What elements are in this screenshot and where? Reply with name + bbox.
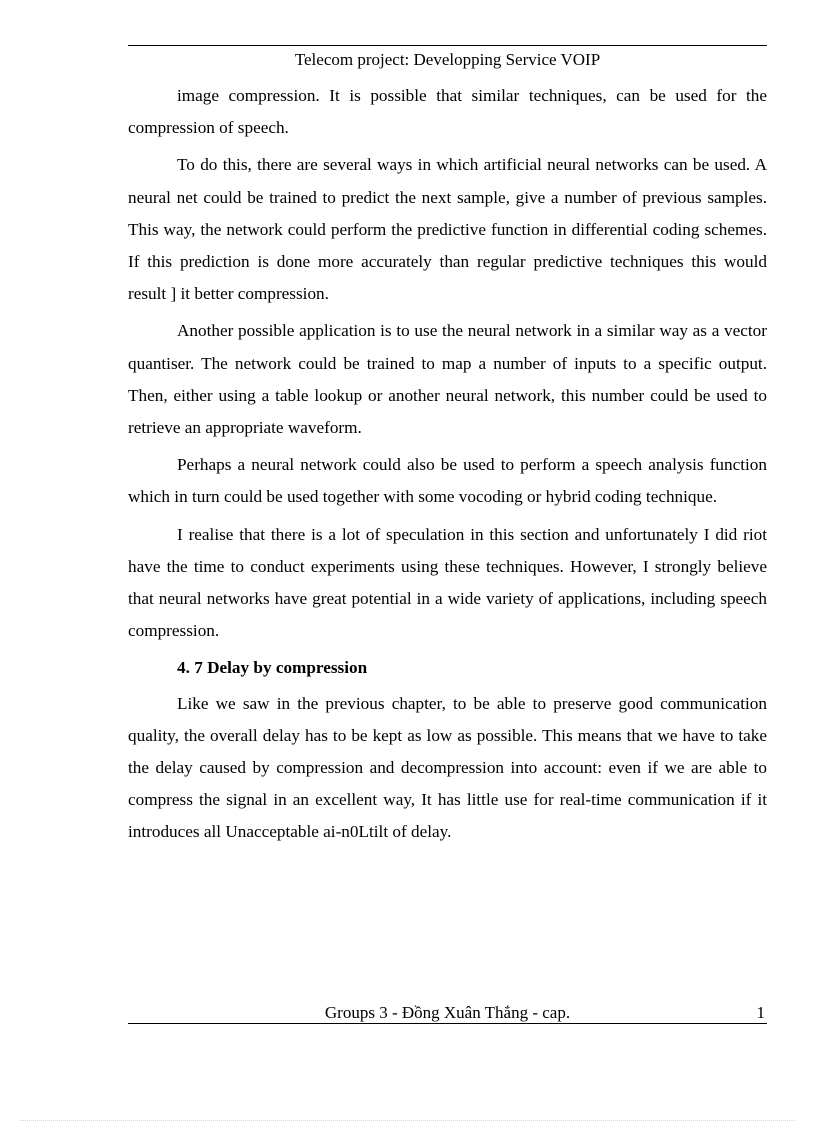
- header-rule: [128, 45, 767, 46]
- running-header: Telecom project: Developping Service VOIP: [294, 50, 601, 69]
- running-footer: [128, 1001, 767, 1025]
- page-body: [128, 80, 767, 854]
- section-title: Delay by compression: [207, 658, 368, 678]
- footer-rule: [128, 1023, 767, 1024]
- paragraph: Like we saw in the previous chapter, to be able to preserve good communication quality, the overall delay has to be kept as low as possible. This means that we have to take the delay caused by compression and decompression into account: even if we are able to compress the signal in an excellent way, It has little use for real-time communication if it introduces all Unacceptable ai-n0Ltilt of delay.: [128, 693, 767, 842]
- footer-text: Groups 3 - Đồng Xuân Thắng - cap.: [324, 1003, 571, 1022]
- page-edge-divider: [20, 1120, 796, 1121]
- paragraph: Perhaps a neural network could also be used to perform a speech analysis function which in turn could be used together with some vocoding or hybrid coding technique.: [128, 455, 767, 507]
- paragraph: To do this, there are several ways in which artificial neural networks can be used. A neural net could be trained to predict the next sample, give a number of previous samples. This way, the network could perform the predictive function in differential coding schemes. If this prediction is done more accurately than regular predictive techniques this would result ] it better compression.: [128, 155, 767, 304]
- section-number: 4. 7: [177, 658, 203, 678]
- page-number: 1: [756, 1003, 765, 1022]
- section-heading: [128, 652, 767, 684]
- paragraph: I realise that there is a lot of speculation in this section and unfortunately I did riot have the time to conduct experiments using these techniques. However, I strongly believe that neural networks have great potential in a wide variety of applications, including speech compression.: [128, 524, 767, 641]
- paragraph: Another possible application is to use the neural network in a similar way as a vector quantiser. The network could be trained to map a number of inputs to a specific output. Then, either using a table lookup or another neural network, this number could be used to retrieve an appropriate waveform.: [128, 321, 767, 438]
- paragraph-continued: image compression. It is possible that similar techniques, can be used for the compression of speech.: [128, 86, 767, 138]
